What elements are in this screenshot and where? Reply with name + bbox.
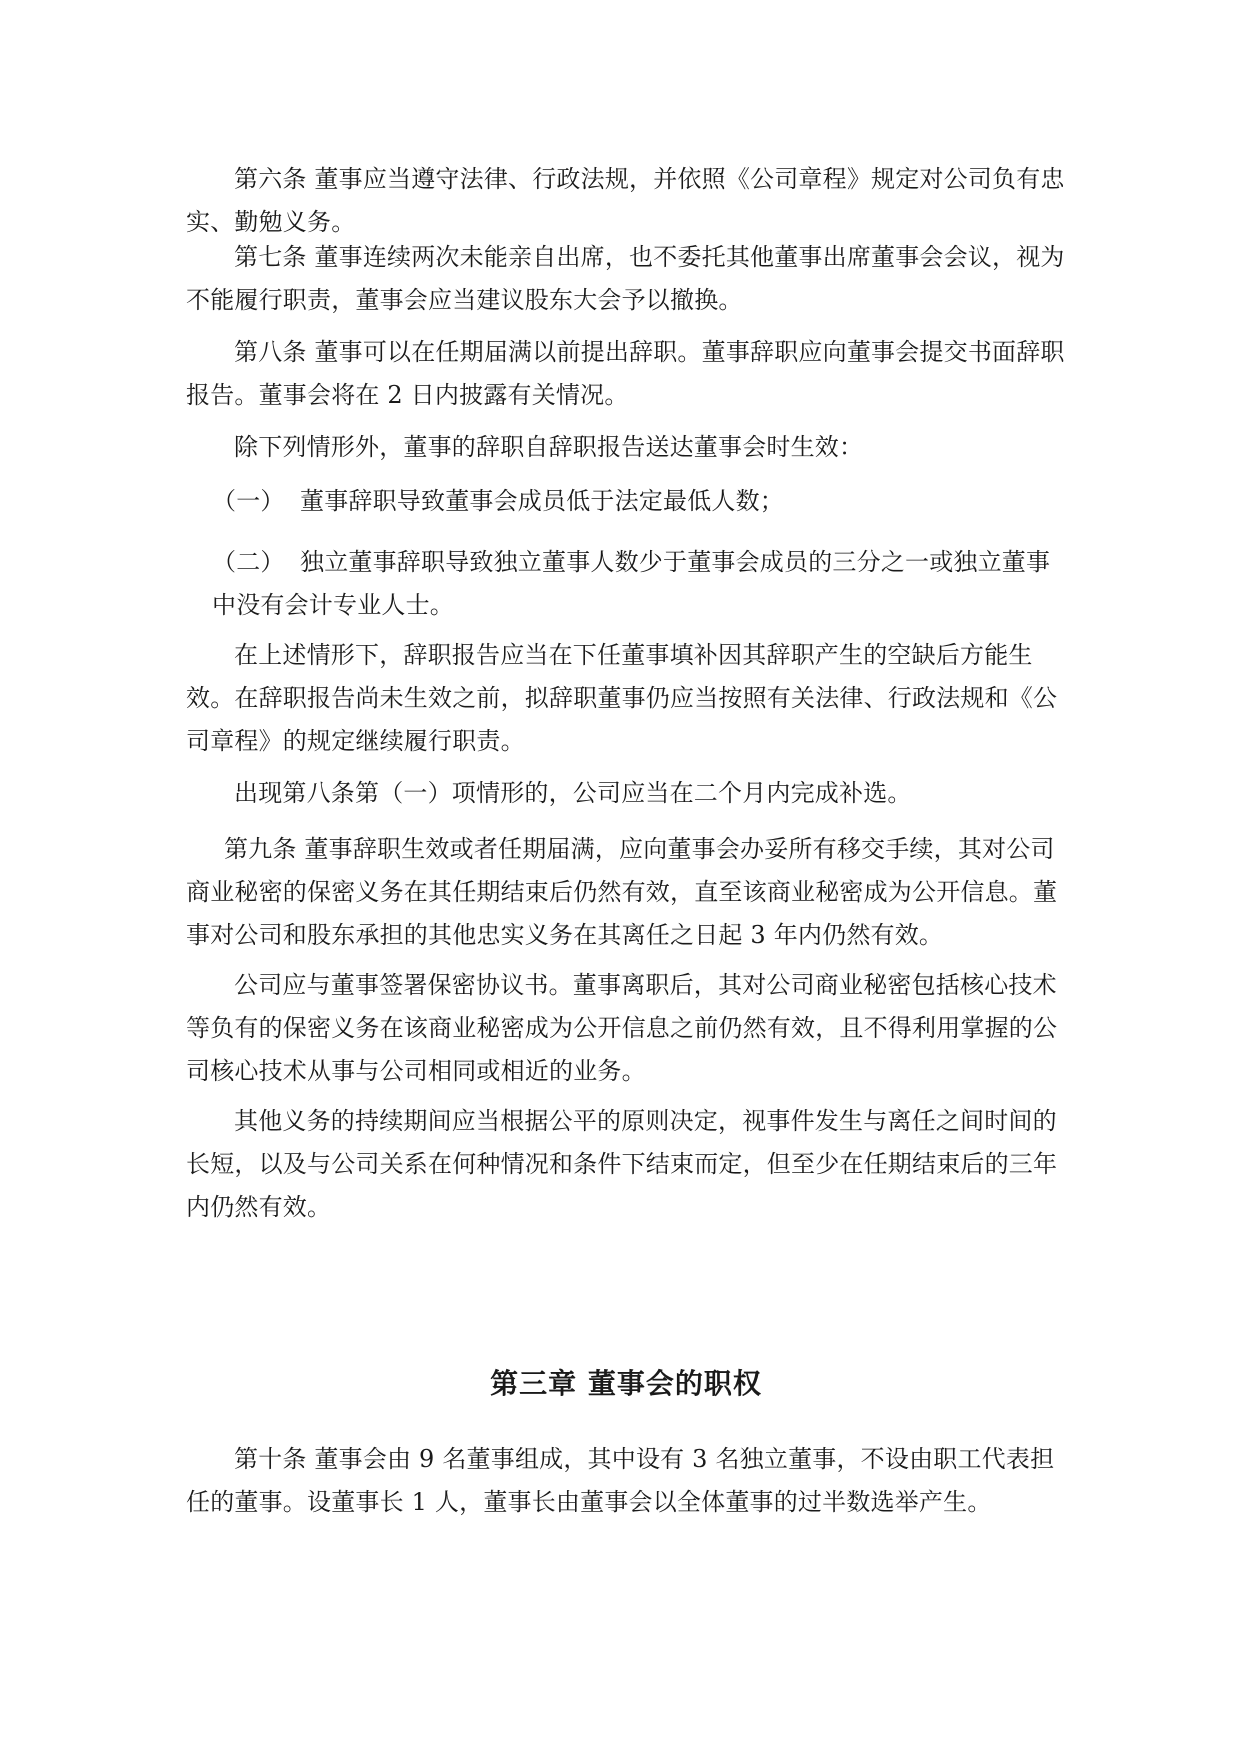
item-1-text: 董事辞职导致董事会成员低于法定最低人数； [300,487,784,515]
chapter-3-title: 第三章 董事会的职权 [490,1367,762,1400]
article-8: 第八条 董事可以在任期届满以前提出辞职。董事辞职应向董事会提交书面辞职报告。董事会将在 2 日内披露有关情况。 [186,338,1065,409]
article-8-item-2 [212,541,1068,627]
article-8-above-situation: 在上述情形下，辞职报告应当在下任董事填补因其辞职产生的空缺后方能生效。在辞职报告尚未生效之前，拟辞职董事仍应当按照有关法律、行政法规和《公司章程》的规定继续履行职责。 [186,641,1058,755]
article-10: 第十条 董事会由 9 名董事组成，其中设有 3 名独立董事，不设由职工代表担任的董事。设董事长 1 人，董事长由董事会以全体董事的过半数选举产生。 [186,1445,1055,1516]
article-8-exceptions-intro: 除下列情形外，董事的辞职自辞职报告送达董事会时生效： [234,433,864,461]
article-9: 第九条 董事辞职生效或者任期届满，应向董事会办妥所有移交手续，其对公司商业秘密的保密义务在其任期结束后仍然有效，直至该商业秘密成为公开信息。董事对公司和股东承担的其他忠实义务在其离任之日起 3 年内仍然有效。 [186,835,1058,949]
article-9-confidentiality: 公司应与董事签署保密协议书。董事离职后，其对公司商业秘密包括核心技术等负有的保密义务在该商业秘密成为公开信息之前仍然有效，且不得利用掌握的公司核心技术从事与公司相同或相近的业务。 [186,971,1058,1085]
article-9-other-obligations: 其他义务的持续期间应当根据公平的原则决定，视事件发生与离任之间时间的长短，以及与公司关系在何种情况和条件下结束而定，但至少在任期结束后的三年内仍然有效。 [186,1107,1058,1221]
article-8-note: 出现第八条第（一）项情形的，公司应当在二个月内完成补选。 [234,779,912,807]
article-8-item-1 [212,480,1092,523]
article-6: 第六条 董事应当遵守法律、行政法规，并依照《公司章程》规定对公司负有忠实、勤勉义务。 [186,165,1065,236]
article-7: 第七条 董事连续两次未能亲自出席，也不委托其他董事出席董事会会议，视为不能履行职责，董事会应当建议股东大会予以撤换。 [186,243,1065,314]
item-2-label: （二） [212,548,285,576]
item-2-text: 独立董事辞职导致独立董事人数少于董事会成员的三分之一或独立董事中没有会计专业人士。 [212,548,1051,619]
item-1-label: （一） [212,487,285,515]
